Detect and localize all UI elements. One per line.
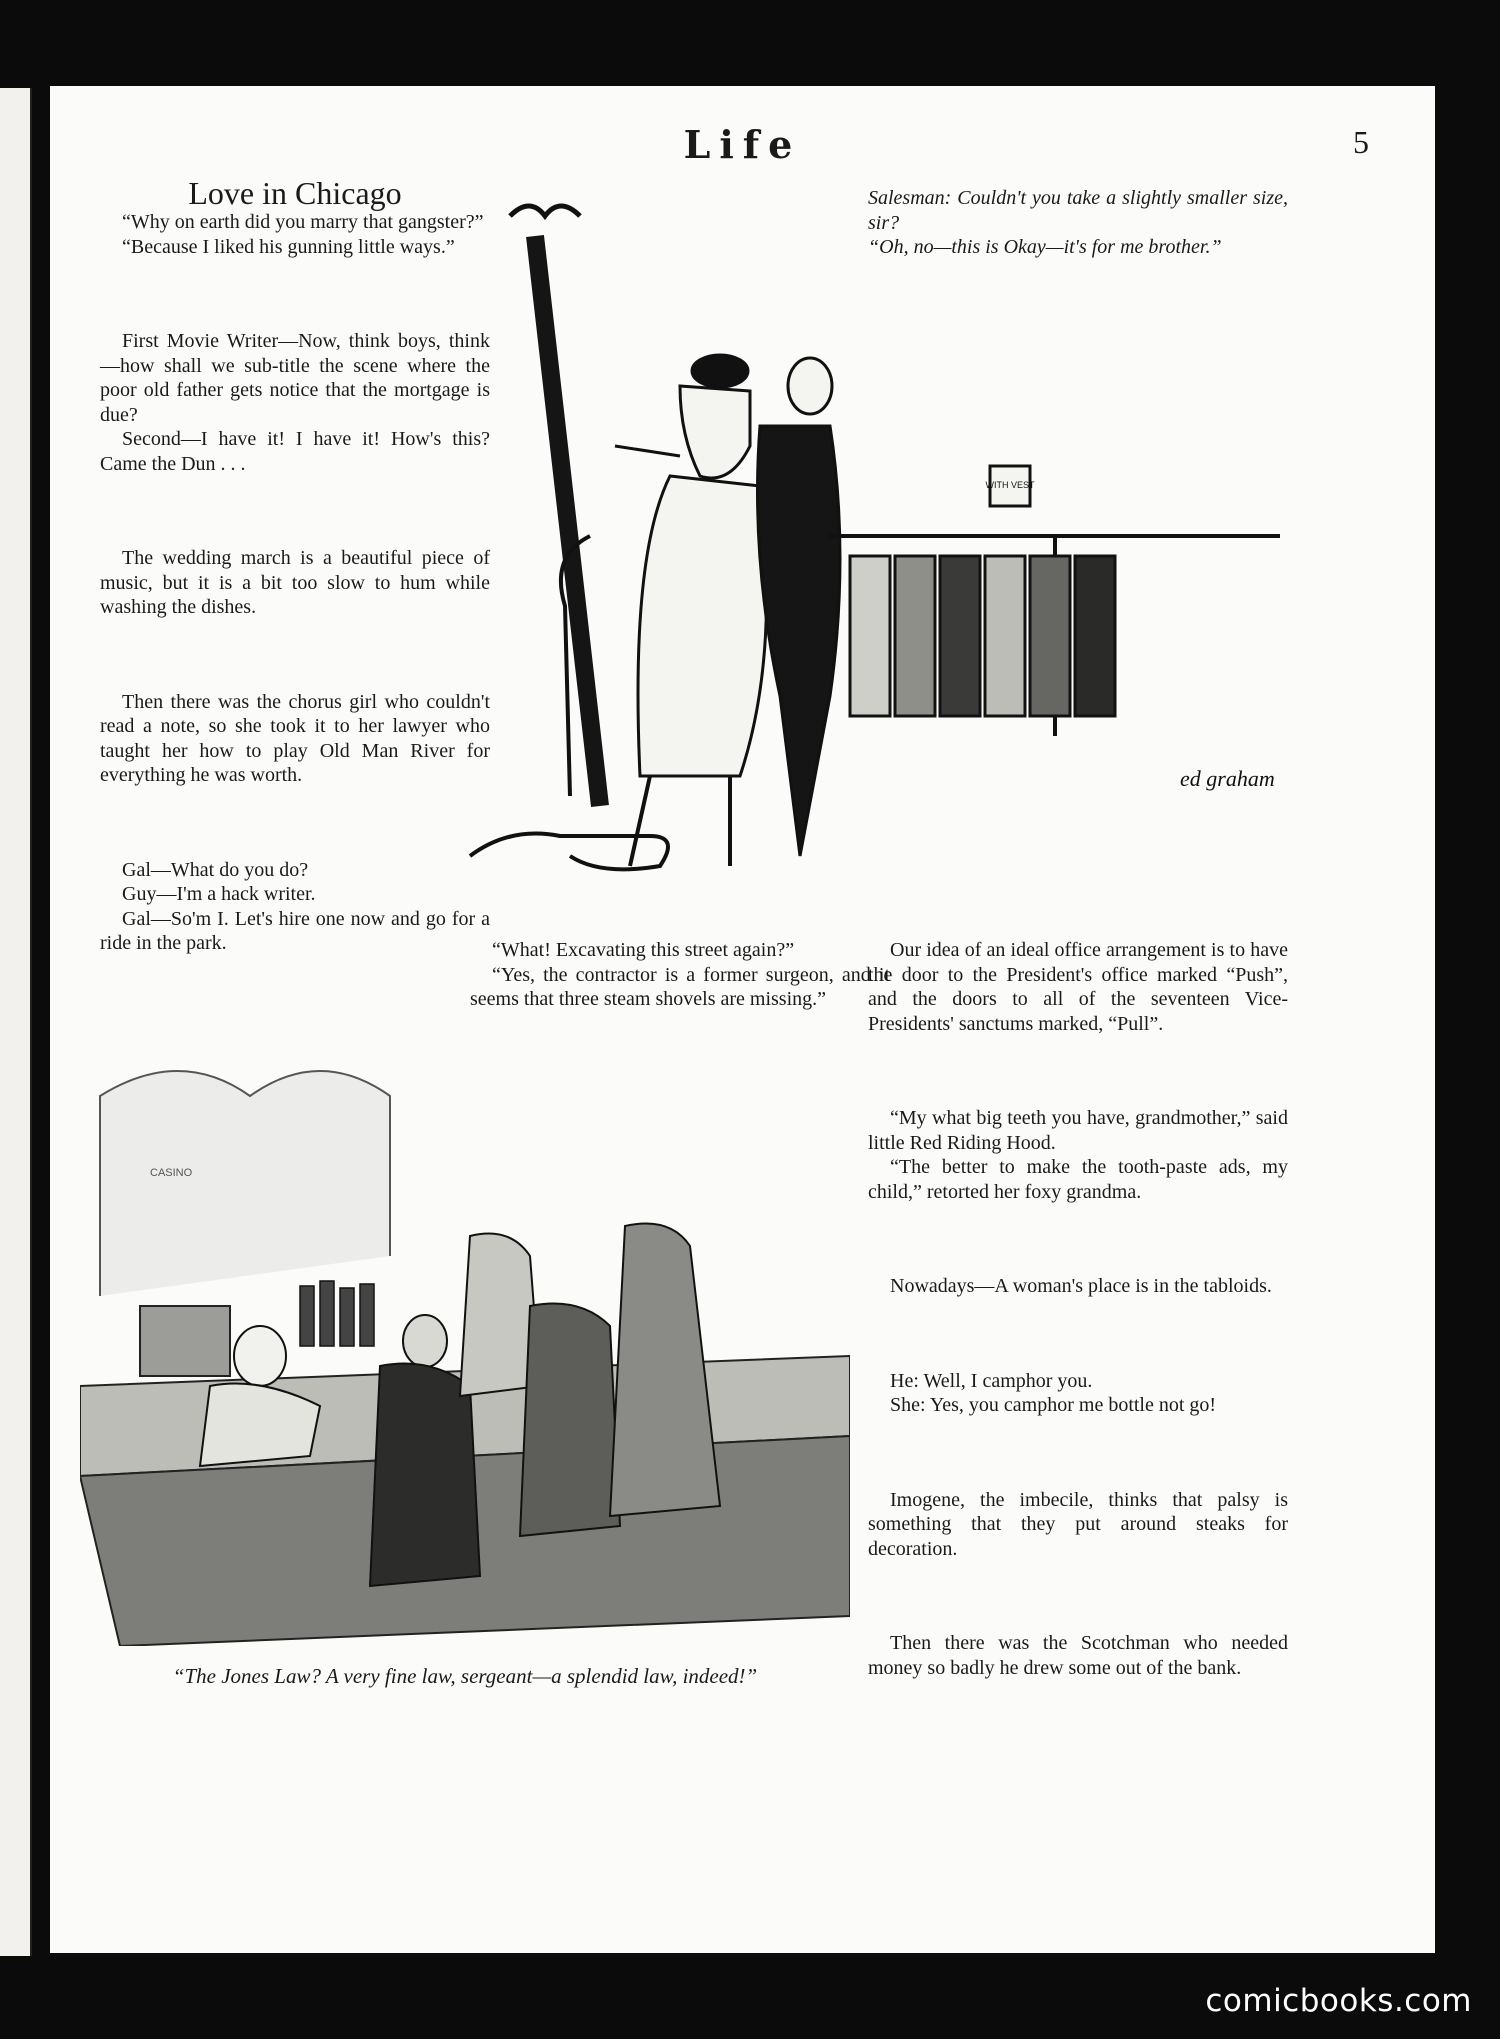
joke-line: “The better to make the tooth-paste ads, my child,” retorted her foxy grandma.: [868, 1156, 1288, 1203]
joke-item: [470, 938, 890, 1012]
joke-line: Guy—I'm a hack writer.: [122, 883, 316, 905]
joke-line: Nowadays—A woman's place is in the tabloids.: [890, 1275, 1272, 1297]
joke-item: [100, 210, 490, 259]
left-column: [100, 176, 490, 1026]
joke-item: [868, 1106, 1288, 1204]
joke-line: “Yes, the contractor is a former surgeon, and it seems that three steam shovels are missing.”: [470, 963, 890, 1010]
joke-line: She: Yes, you camphor me bottle not go!: [890, 1394, 1217, 1416]
joke-line: He: Well, I camphor you.: [890, 1369, 1093, 1392]
joke-item: [100, 858, 490, 956]
bar-window-illustration: [100, 1071, 390, 1296]
salesman-cartoon: [450, 176, 1290, 896]
joke-item: [868, 1488, 1288, 1562]
clothing-rack-illustration: [830, 466, 1280, 736]
joke-line: “Why on earth did you marry that gangster?”: [122, 211, 484, 233]
bar-cartoon-caption: “The Jones Law? A very fine law, sergeant—a splendid law, indeed!”: [172, 1664, 758, 1688]
watermark: comicbooks.com: [1205, 1983, 1472, 2019]
caption-line: “Oh, no—this is Okay—it's for me brother.”: [868, 236, 1222, 258]
magazine-page: [50, 86, 1435, 1953]
joke-line: Gal—What do you do?: [122, 858, 309, 881]
right-column-lower: [868, 938, 1288, 1750]
joke-item: [100, 546, 490, 620]
salesman-illustration: [758, 358, 841, 856]
joke-line: The wedding march is a beautiful piece of music, but it is a bit too slow to hum while washing the dishes.: [100, 547, 490, 618]
joke-line: Imogene, the imbecile, thinks that palsy is something that they put around steaks for decoration.: [868, 1488, 1288, 1560]
joke-item: [868, 1369, 1288, 1418]
joke-line: Then there was the chorus girl who couldn't read a note, so she took it to her lawyer who taught her how to play Old Man River for everything he was worth.: [100, 690, 490, 786]
joke-item: [868, 1274, 1288, 1299]
article-heading: Love in Chicago: [188, 175, 402, 211]
bottles-illustration: [300, 1281, 374, 1346]
joke-item: [868, 938, 1288, 1036]
joke-line: Second—I have it! I have it! How's this? Came the Dun . . .: [100, 428, 490, 475]
joke-line: “What! Excavating this street again?”: [492, 939, 795, 961]
joke-item: [100, 690, 490, 788]
window-sign: CASINO: [150, 1167, 193, 1179]
rack-sign: WITH VEST: [985, 480, 1035, 490]
joke-item: [100, 329, 490, 476]
customer-illustration: [615, 355, 767, 866]
bar-cartoon: [80, 1056, 850, 1646]
page-number: 5: [1353, 124, 1369, 160]
joke-line: “Because I liked his gunning little ways.”: [122, 235, 455, 258]
joke-item: [868, 1631, 1288, 1680]
caption-line: Salesman: Couldn't you take a slightly smaller size, sir?: [868, 187, 1288, 234]
joke-line: Then there was the Scotchman who needed money so badly he drew some out of the bank.: [868, 1632, 1288, 1679]
masthead-logo: Life: [683, 122, 802, 167]
joke-line: “My what big teeth you have, grandmother,” said little Red Riding Hood.: [868, 1107, 1288, 1154]
joke-line: First Movie Writer—Now, think boys, think—how shall we sub-title the scene where the poor old father gets notice that the mortgage is due?: [100, 330, 490, 426]
joke-line: Gal—So'm I. Let's hire one now and go for a ride in the park.: [100, 907, 490, 954]
artist-signature: ed graham: [1180, 766, 1275, 791]
previous-page-edge: [0, 88, 32, 1956]
joke-line: Our idea of an ideal office arrangement is to have the door to the President's office marked “Push”, and the doors to all of the seventeen Vice-Presidents' sanctums marked, “Pull”.: [868, 939, 1288, 1035]
